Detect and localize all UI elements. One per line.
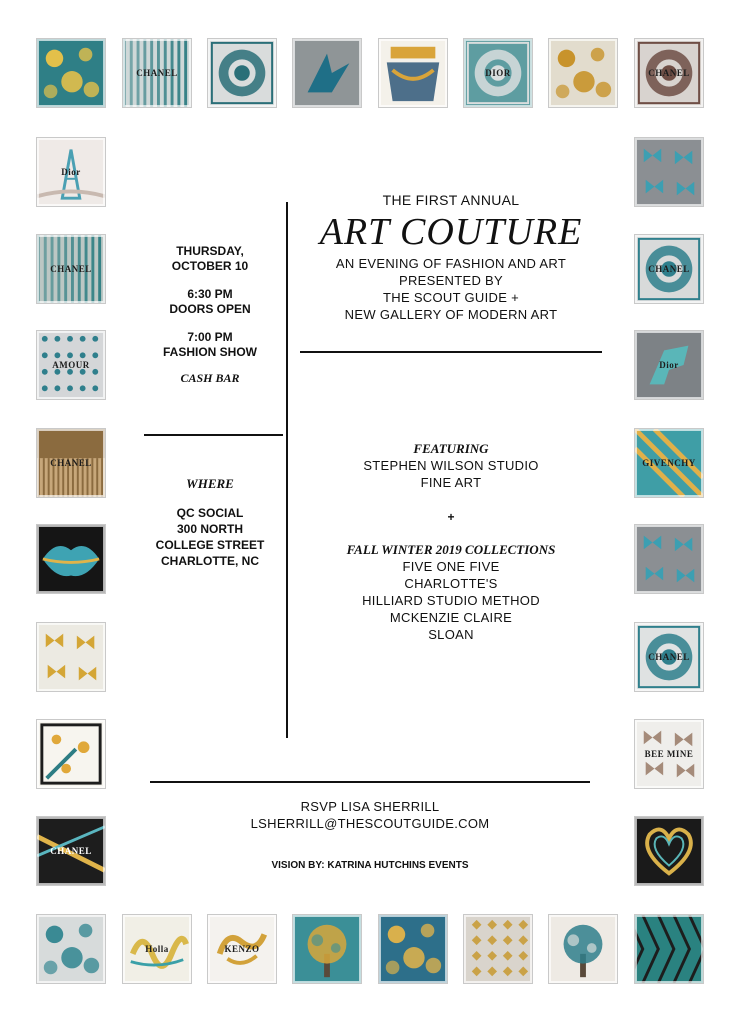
scarf-artwork-icon <box>37 915 105 983</box>
address-line: CHARLOTTE, NC <box>161 554 259 568</box>
scarf-artwork-icon <box>208 39 276 107</box>
fashion-show <box>140 330 280 360</box>
doors-open <box>140 287 280 317</box>
scarf-tile-top <box>378 38 448 108</box>
left-divider <box>144 434 283 436</box>
date-line: OCTOBER 10 <box>171 259 249 273</box>
brand-label: Dior <box>659 360 679 370</box>
brand-label: BEE MINE <box>644 749 694 759</box>
cash-bar: CASH BAR <box>180 371 240 385</box>
scarf-tile-bottom <box>634 914 704 984</box>
brand-label: AMOUR <box>52 360 90 370</box>
scarf-tile-bottom <box>292 914 362 984</box>
brand-label: CHANEL <box>648 652 690 662</box>
event-title: ART COUTURE <box>319 211 583 253</box>
scarf-tile-bottom <box>378 914 448 984</box>
show-time: 7:00 PM <box>187 330 233 344</box>
scarf-artwork-icon <box>464 915 532 983</box>
scarf-tile-top <box>548 38 618 108</box>
brand-label: Holla <box>145 944 169 954</box>
scarf-tile-left <box>36 524 106 594</box>
brand-label: CHANEL <box>50 264 92 274</box>
subtitle-line: PRESENTED BY <box>398 273 503 288</box>
scarf-tile-bottom <box>207 914 277 984</box>
scarf-tile-bottom <box>36 914 106 984</box>
scarf-tile-top <box>634 38 704 108</box>
kicker: THE FIRST ANNUAL <box>382 192 520 208</box>
venue-address <box>140 505 280 569</box>
scarf-artwork-icon <box>635 915 703 983</box>
collection-item: MCKENZIE CLAIRE <box>389 610 513 625</box>
scarf-tile-right <box>634 719 704 789</box>
where-heading: WHERE <box>186 476 234 491</box>
subtitle-line: AN EVENING OF FASHION AND ART <box>335 256 567 271</box>
brand-label: CHANEL <box>136 68 178 78</box>
rsvp-block <box>150 798 590 832</box>
scarf-tile-right <box>634 428 704 498</box>
featuring-heading: FEATURING <box>413 441 489 456</box>
scarf-tile-left <box>36 330 106 400</box>
scarf-tile-right <box>634 234 704 304</box>
brand-label: CHANEL <box>648 264 690 274</box>
brand-label: CHANEL <box>50 458 92 468</box>
vertical-divider <box>286 202 288 738</box>
scarf-tile-left <box>36 622 106 692</box>
scarf-artwork-icon <box>37 39 105 107</box>
scarf-artwork-icon <box>37 720 105 788</box>
scarf-tile-left <box>36 428 106 498</box>
scarf-tile-right <box>634 330 704 400</box>
scarf-artwork-icon <box>293 915 361 983</box>
show-label: FASHION SHOW <box>162 345 257 359</box>
event-date <box>140 244 280 274</box>
address-line: COLLEGE STREET <box>155 538 265 552</box>
rsvp-email[interactable]: LSHERRILL@THESCOUTGUIDE.COM <box>250 816 490 831</box>
scarf-tile-right <box>634 816 704 886</box>
scarf-tile-right <box>634 524 704 594</box>
scarf-tile-bottom <box>122 914 192 984</box>
scarf-tile-bottom <box>463 914 533 984</box>
collection-item: FIVE ONE FIVE <box>402 559 500 574</box>
address-line: 300 NORTH <box>176 522 244 536</box>
artist-line: FINE ART <box>420 475 482 490</box>
header-divider <box>300 351 602 353</box>
scarf-tile-left <box>36 234 106 304</box>
brand-label: DIOR <box>485 68 511 78</box>
brand-label: GIVENCHY <box>642 458 696 468</box>
scarf-artwork-icon <box>37 623 105 691</box>
brand-label: Dior <box>61 167 81 177</box>
subtitle-line: NEW GALLERY OF MODERN ART <box>344 307 558 322</box>
brand-label: CHANEL <box>50 846 92 856</box>
event-subtitle <box>300 255 602 323</box>
collection-item: CHARLOTTE'S <box>404 576 498 591</box>
scarf-artwork-icon <box>379 915 447 983</box>
rsvp-contact: RSVP LISA SHERRILL <box>300 799 440 814</box>
scarf-tile-top <box>207 38 277 108</box>
scarf-artwork-icon <box>379 39 447 107</box>
scarf-artwork-icon <box>635 817 703 885</box>
brand-label: KENZO <box>224 944 260 954</box>
footer-divider <box>150 781 590 783</box>
scarf-tile-left <box>36 719 106 789</box>
artist-line: STEPHEN WILSON STUDIO <box>363 458 539 473</box>
brand-label: CHANEL <box>648 68 690 78</box>
scarf-tile-left <box>36 137 106 207</box>
subtitle-line: THE SCOUT GUIDE + <box>383 290 519 305</box>
featured-artist <box>300 457 602 491</box>
doors-label: DOORS OPEN <box>169 302 251 316</box>
scarf-artwork-icon <box>635 525 703 593</box>
date-line: THURSDAY, <box>176 244 244 258</box>
scarf-artwork-icon <box>549 39 617 107</box>
doors-time: 6:30 PM <box>187 287 233 301</box>
address-line: QC SOCIAL <box>176 506 244 520</box>
scarf-artwork-icon <box>635 138 703 206</box>
plus-sign: + <box>447 510 455 524</box>
scarf-tile-bottom <box>548 914 618 984</box>
scarf-tile-right <box>634 622 704 692</box>
scarf-tile-left <box>36 816 106 886</box>
vision-credit: VISION BY: KATRINA HUTCHINS EVENTS <box>271 860 469 871</box>
collection-item: SLOAN <box>428 627 474 642</box>
collections-list <box>300 558 602 643</box>
scarf-tile-top <box>36 38 106 108</box>
scarf-tile-top <box>463 38 533 108</box>
scarf-artwork-icon <box>549 915 617 983</box>
collection-item: HILLIARD STUDIO METHOD <box>362 593 540 608</box>
scarf-artwork-icon <box>293 39 361 107</box>
scarf-tile-top <box>122 38 192 108</box>
scarf-artwork-icon <box>37 525 105 593</box>
collections-heading: FALL WINTER 2019 COLLECTIONS <box>346 542 556 557</box>
scarf-tile-top <box>292 38 362 108</box>
scarf-tile-right <box>634 137 704 207</box>
